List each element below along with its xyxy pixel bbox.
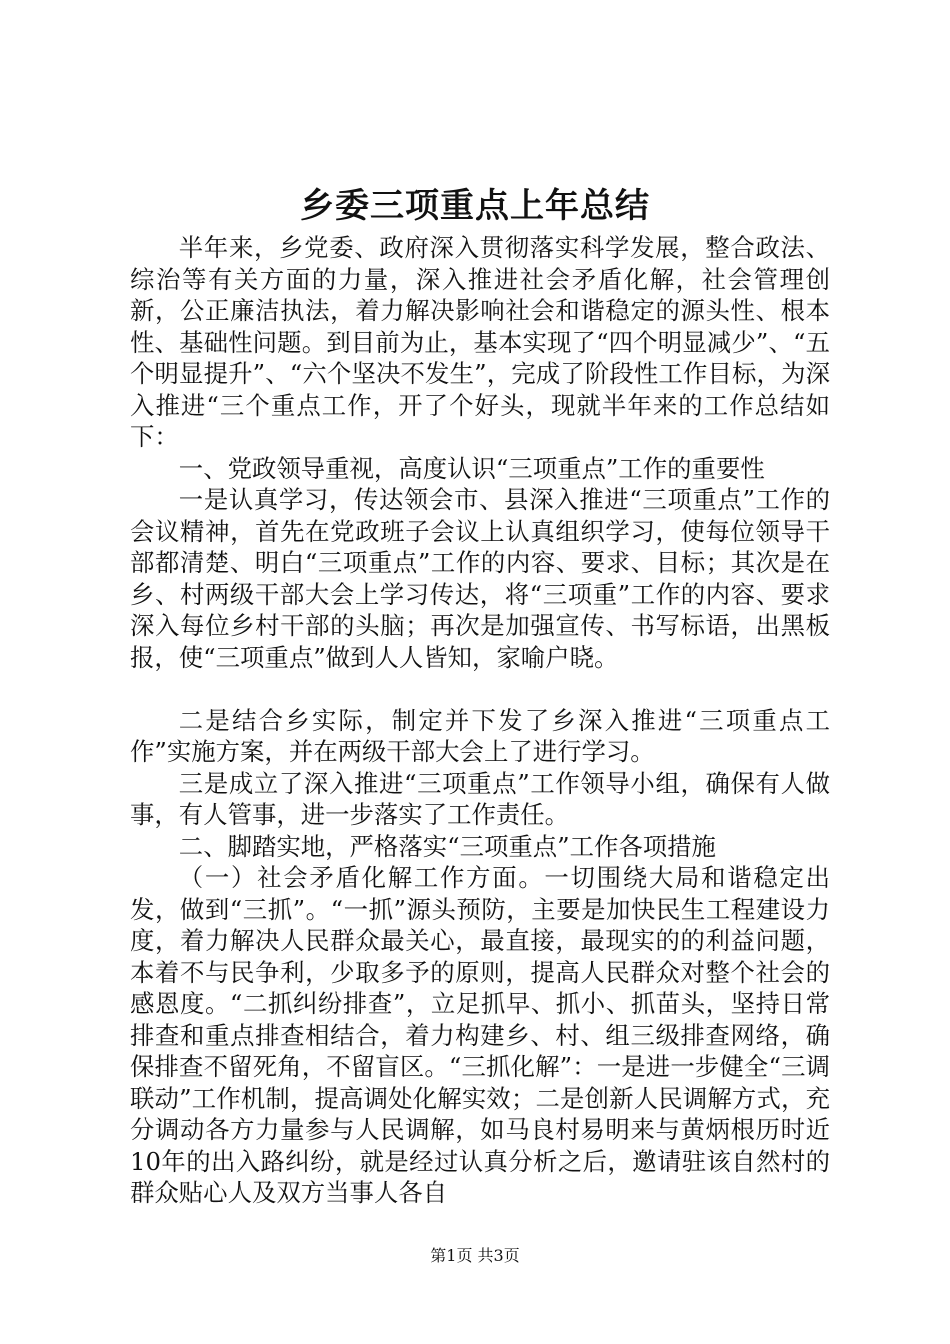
paragraph-subsection-1: （一）社会矛盾化解工作方面。一切围绕大局和谐稳定出发，做到“三抓”。“一抓”源头预防，主要是加快民生工程建设力度，着力解决人民群众最关心，最直接，最现实的的利益问题，本着不与民争利，少取多予的原则，提高人民群众对整个社会的感恩度。“二抓纠纷排查”，立足抓早、抓小、抓苗头，坚持日常排查和重点排查相结合，着力构建乡、村、组三级排查网络，确保排查不留死角，不留盲区。“三抓化解”：一是进一步健全“三调联动”工作机制，提高调处化解实效；二是创新人民调解方式，充分调动各方力量参与人民调解，如马良村易明来与黄炳根历时近10年的出入路纠纷，就是经过认真分析之后，邀请驻该自然村的群众贴心人及双方当事人各自 [130, 863, 830, 1207]
intro-paragraph: 半年来，乡党委、政府深入贯彻落实科学发展，整合政法、综治等有关方面的力量，深入推进社会矛盾化解，社会管理创新，公正廉洁执法，着力解决影响社会和谐稳定的源头性、根本性、基础性问题。到目前为止，基本实现了“四个明显减少”、“五个明显提升”、“六个坚决不发生”，完成了阶段性工作目标，为深入推进“三个重点工作，开了个好头，现就半年来的工作总结如下： [130, 233, 830, 451]
paragraph-point-2: 二是结合乡实际，制定并下发了乡深入推进“三项重点工作”实施方案，并在两级干部大会上了进行学习。 [130, 705, 830, 766]
document-body [130, 232, 830, 1209]
page-footer: 第1页 共3页 [430, 1246, 520, 1265]
blank-line [130, 673, 830, 705]
paragraph-point-3: 三是成立了深入推进“三项重点”工作领导小组，确保有人做事，有人管事，进一步落实了工作责任。 [130, 768, 830, 829]
section-heading-1: 一、党政领导重视，高度认识“三项重点”工作的重要性 [178, 453, 765, 483]
section-heading-2: 二、脚踏实地，严格落实“三项重点”工作各项措施 [178, 831, 716, 861]
document-title: 乡委三项重点上年总结 [300, 186, 650, 226]
paragraph-point-1: 一是认真学习，传达领会市、县深入推进“三项重点”工作的会议精神，首先在党政班子会议上认真组织学习，使每位领导干部都清楚、明白“三项重点”工作的内容、要求、目标；其次是在乡、村两级干部大会上学习传达，将“三项重”工作的内容、要求深入每位乡村干部的头脑；再次是加强宣传、书写标语，出黑板报，使“三项重点”做到人人皆知，家喻户晓。 [130, 485, 830, 672]
